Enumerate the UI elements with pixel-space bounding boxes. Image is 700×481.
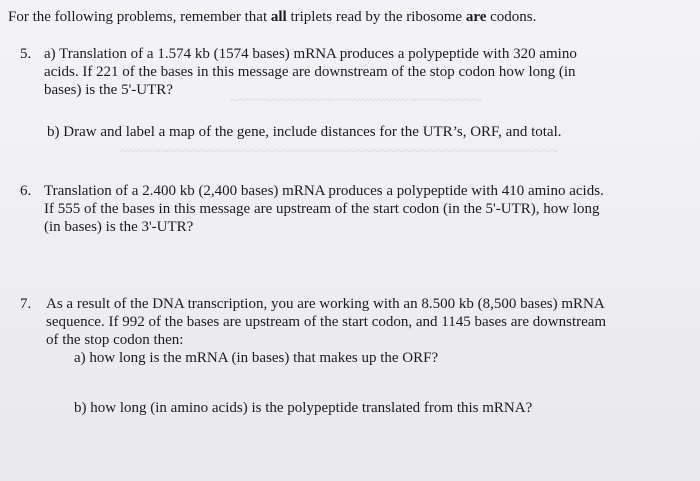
question-number: 5.	[20, 46, 32, 62]
bleed-through-text: ~~~~~~~~~~~~~~~~~~~~~~~~~~~~~~~~~~~~~~~~~~~~~~~~~~~~~~	[120, 144, 559, 160]
question-number: 6.	[20, 183, 32, 199]
question-6-line-2: If 555 of the bases in this message are upstream of the start codon (in the 5'-UTR), how long	[44, 201, 600, 217]
question-6-line-1: Translation of a 2.400 kb (2,400 bases) mRNA produces a polypeptide with 410 amino acids.	[44, 183, 604, 199]
question-6-line-3: (in bases) is the 3'-UTR?	[44, 219, 194, 235]
question-5a-line-1: a) Translation of a 1.574 kb (1574 bases) mRNA produces a polypeptide with 320 amino	[44, 46, 577, 62]
question-7a: a) how long is the mRNA (in bases) that makes up the ORF?	[74, 350, 439, 366]
question-7-line-2: sequence. If 992 of the bases are upstream of the start codon, and 1145 bases are downstream	[46, 314, 607, 330]
question-7-line-1: As a result of the DNA transcription, you are working with an 8.500 kb (8,500 bases) mRNA	[46, 296, 605, 312]
question-7b: b) how long (in amino acids) is the polypeptide translated from this mRNA?	[74, 400, 533, 416]
question-5a-line-3: bases) is the 5'-UTR?	[44, 82, 173, 98]
bleed-through-text: ~~~~~~~~~~~~~~~~~~~~~~~~~~~~~~~	[230, 93, 482, 109]
question-7-line-3: of the stop codon then:	[46, 332, 184, 348]
instructions-heading: For the following problems, remember that all triplets read by the ribosome are codons.	[8, 9, 537, 25]
question-number: 7.	[20, 296, 32, 312]
question-5a-line-2: acids. If 221 of the bases in this message are downstream of the stop codon how long (in	[44, 64, 576, 80]
question-5b: b) Draw and label a map of the gene, include distances for the UTR’s, ORF, and total.	[47, 124, 562, 140]
